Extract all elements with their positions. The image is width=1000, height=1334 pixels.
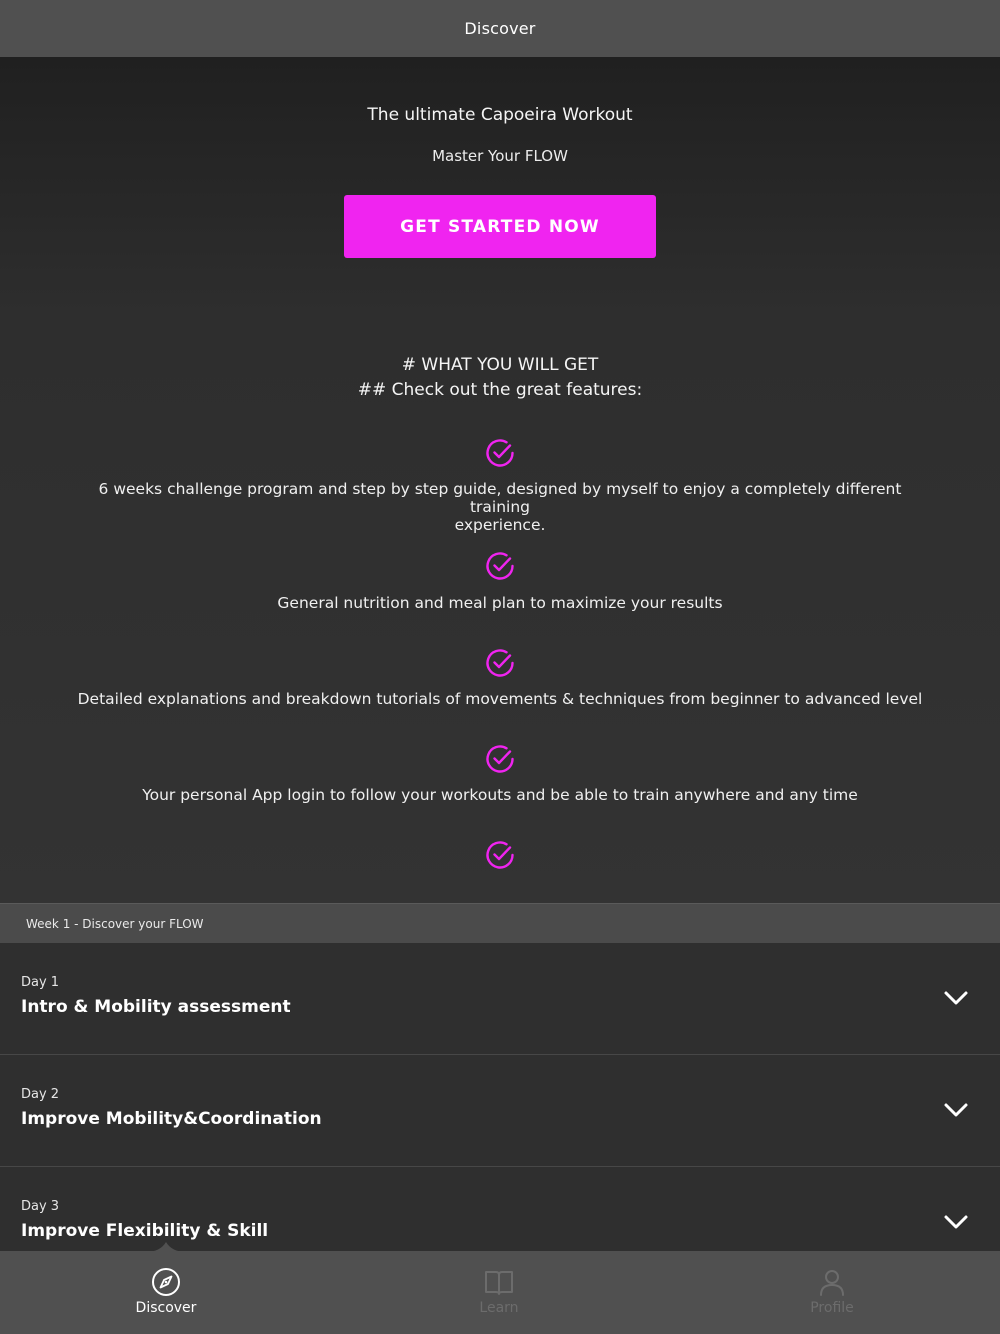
tab-label: Discover	[135, 1300, 197, 1316]
feature-text: Your personal App login to follow your workouts and be able to train anywhere and any time	[142, 786, 858, 804]
day-label: Day 3	[21, 1199, 60, 1214]
feature-text: Detailed explanations and breakdown tutorials of movements & techniques from beginner to advanced level	[77, 690, 923, 708]
day-title: Intro & Mobility assessment	[21, 997, 291, 1017]
chevron-down-icon[interactable]	[943, 1101, 969, 1119]
compass-icon	[150, 1266, 182, 1298]
nav-bar	[0, 0, 1000, 58]
hero-subtitle: Master Your FLOW	[432, 147, 568, 165]
chevron-down-icon[interactable]	[943, 1213, 969, 1231]
person-icon	[816, 1266, 848, 1298]
tab-discover[interactable]	[66, 1251, 266, 1334]
check-circle-icon	[484, 839, 516, 871]
week-header-label: Week 1 - Discover your FLOW	[26, 916, 204, 931]
feature-text: 6 weeks challenge program and step by step guide, designed by myself to enjoy a completely different training experience.	[98, 480, 902, 534]
check-circle-icon	[484, 743, 516, 775]
chevron-down-icon[interactable]	[943, 989, 969, 1007]
day-title: Improve Mobility&Coordination	[21, 1109, 322, 1129]
get-started-button[interactable]: GET STARTED NOW	[344, 195, 656, 258]
day-label: Day 1	[21, 975, 60, 990]
tab-label: Profile	[810, 1300, 854, 1316]
tab-profile[interactable]	[732, 1251, 932, 1334]
check-circle-icon	[484, 437, 516, 469]
book-icon	[483, 1266, 515, 1298]
week-header	[0, 903, 1000, 943]
feature-text: General nutrition and meal plan to maximize your results	[277, 594, 723, 612]
features-heading: # WHAT YOU WILL GET	[401, 355, 599, 375]
day-row[interactable]	[0, 943, 1000, 1055]
check-circle-icon	[484, 647, 516, 679]
tab-label: Learn	[479, 1300, 519, 1316]
features-subheading: ## Check out the great features:	[357, 380, 643, 400]
hero-title: The ultimate Capoeira Workout	[367, 105, 633, 125]
tab-bar	[0, 1251, 1000, 1334]
tab-learn[interactable]	[399, 1251, 599, 1334]
day-row[interactable]	[0, 1055, 1000, 1167]
page-title: Discover	[464, 19, 536, 38]
hero-section	[0, 57, 1000, 903]
day-label: Day 2	[21, 1087, 60, 1102]
check-circle-icon	[484, 550, 516, 582]
day-title: Improve Flexibility & Skill	[21, 1221, 269, 1241]
